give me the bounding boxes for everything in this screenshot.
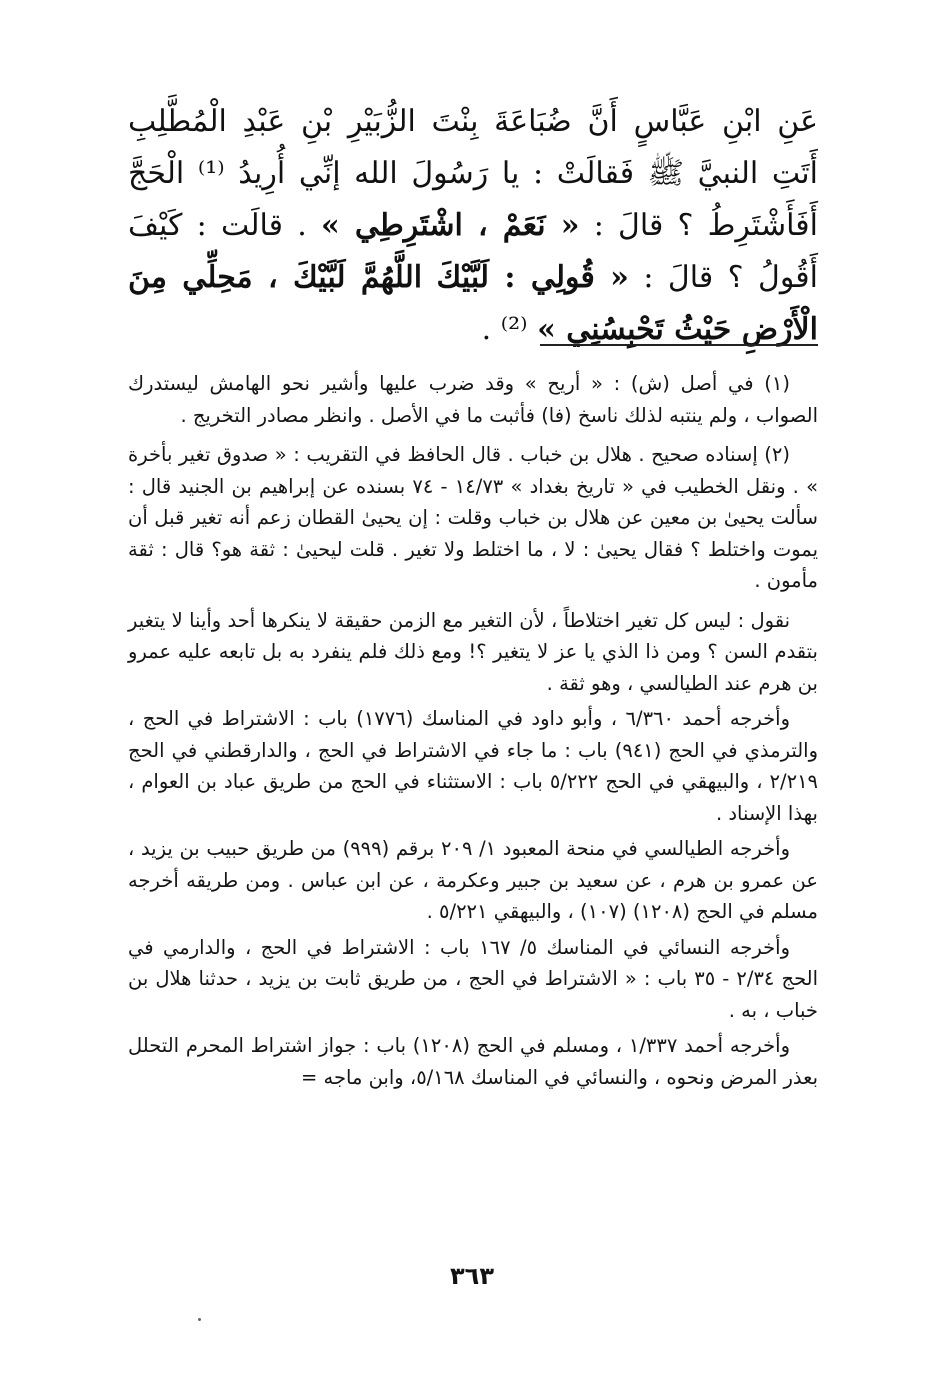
hadith-quote-say: « قُولِي : لَبَّيْكَ	[436, 260, 629, 295]
footnote-paragraph-nasai: وأخرجه النسائي في المناسك ٥/ ١٦٧ باب : الاشتراط في الحج ، والدارمي في الحج ٢/٣٤ - ٣٥ باب : « الاشتراط في الحج ، من طريق ثابت بن يزيد ، حدثنا هلال بن خباب ، به .	[128, 935, 819, 1022]
footnote-separator	[540, 344, 818, 346]
hadith-quote-yes: « نَعَمْ ، اشْتَرِطِي »	[321, 208, 580, 243]
hadith-line-3-middle: . قالَت : كَيْفَ أَقُولُ ؟ قالَ :	[128, 208, 818, 295]
footnote-paragraph-muslim: وأخرجه أحمد ١/٣٣٧ ، ومسلم في الحج (١٢٠٨) باب : جواز اشتراط المحرم التحلل بعذر المرض ونحوه ، والنسائي في المناسك ٥/١٦٨، وابن ماجه =	[128, 1034, 818, 1089]
footnotes-section	[128, 368, 818, 1097]
scan-speck	[198, 1318, 201, 1321]
footnote-1: (١) في أصل (ش) : « أريح » وقد ضرب عليها وأشير نحو الهامش ليستدرك الصواب ، ولم ينتبه لذلك ناسخ (فا) فأثبت ما في الأصل . وانظر مصادر التخريج .	[128, 372, 818, 427]
hadith-line-1: عَنِ ابْنِ عَبَّاسٍ أَنَّ ضُبَاعَةَ بِنْتَ الزُّبَيْرِ بْنِ عَبْدِ الْمُطَّلِبِ أَتَتِ	[128, 104, 818, 191]
page-number: ٣٦٣	[450, 1262, 494, 1290]
footnote-paragraph-tayalisi: وأخرجه الطيالسي في منحة المعبود ١/ ٢٠٩ برقم (٩٩٩) من طريق حبيب بن يزيد ، عن عمرو بن هرم ، عن سعيد بن جبير وعكرمة ، عن ابن عباس . ومن طريقه أخرجه مسلم في الحج (١٢٠٨) (١٠٧) ، والبيهقي ٥/٢٢١ .	[128, 837, 818, 923]
footnote-paragraph-commentary: نقول : ليس كل تغير اختلاطاً ، لأن التغير مع الزمن حقيقة لا ينكرها أحد وأينا لا يتغير بتقدم السن ؟ ومن ذا الذي يا عز لا يتغير ؟! ومع ذلك فلم ينفرد به بل تابعه عليه عمرو بن هرم عند الطيالسي ، وهو ثقة .	[128, 608, 818, 695]
footnote-2: (٢) إسناده صحيح . هلال بن خباب . قال الحافظ في التقريب : « صدوق تغير بأخرة » . ونقل الخطيب في « تاريخ بغداد » ١٤/٧٣ - ٧٤ بسنده عن إبراهيم بن الجنيد قال : سألت يحيىٰ بن معين عن هلال بن خباب وقلت : إن يحيىٰ القطان زعم أنه تغير قبل أن يموت واختلط ؟ فقال يحيىٰ : لا ، ما اختلط ولا تغير . قلت ليحيىٰ : ثقة هو؟ قال : ثقة مأمون .	[128, 443, 819, 592]
hadith-line-2: النبيَّ ﷺ فَقالَتْ : يا رَسُولَ الله إنِّي أُرِيدُ ⁽¹⁾ الْحَجَّ أَفَأَشْتَرِطُ ؟ قالَ :	[128, 156, 818, 243]
hadith-footnote-ref: ⁽²⁾ .	[481, 312, 538, 347]
footnote-paragraph-ahmad: وأخرجه أحمد ٦/٣٦٠ ، وأبو داود في المناسك (١٧٧٦) باب : الاشتراط في الحج ، والترمذي في الحج (٩٤١) باب : ما جاء في الاشتراط في الحج ، والدارقطني في الحج ٢/٢١٩ ، والبيهقي في الحج ٥/٢٢٢ باب : الاستثناء في الحج من طريق عباد بن العوام ، بهذا الإسناد .	[128, 707, 819, 825]
hadith-text	[128, 96, 818, 356]
hadith-talbiya: اللَّهُمَّ لَبَّيْكَ ، مَحِلِّي مِنَ الْأَرْضِ حَيْثُ تَحْبِسُنِي »	[128, 260, 818, 347]
